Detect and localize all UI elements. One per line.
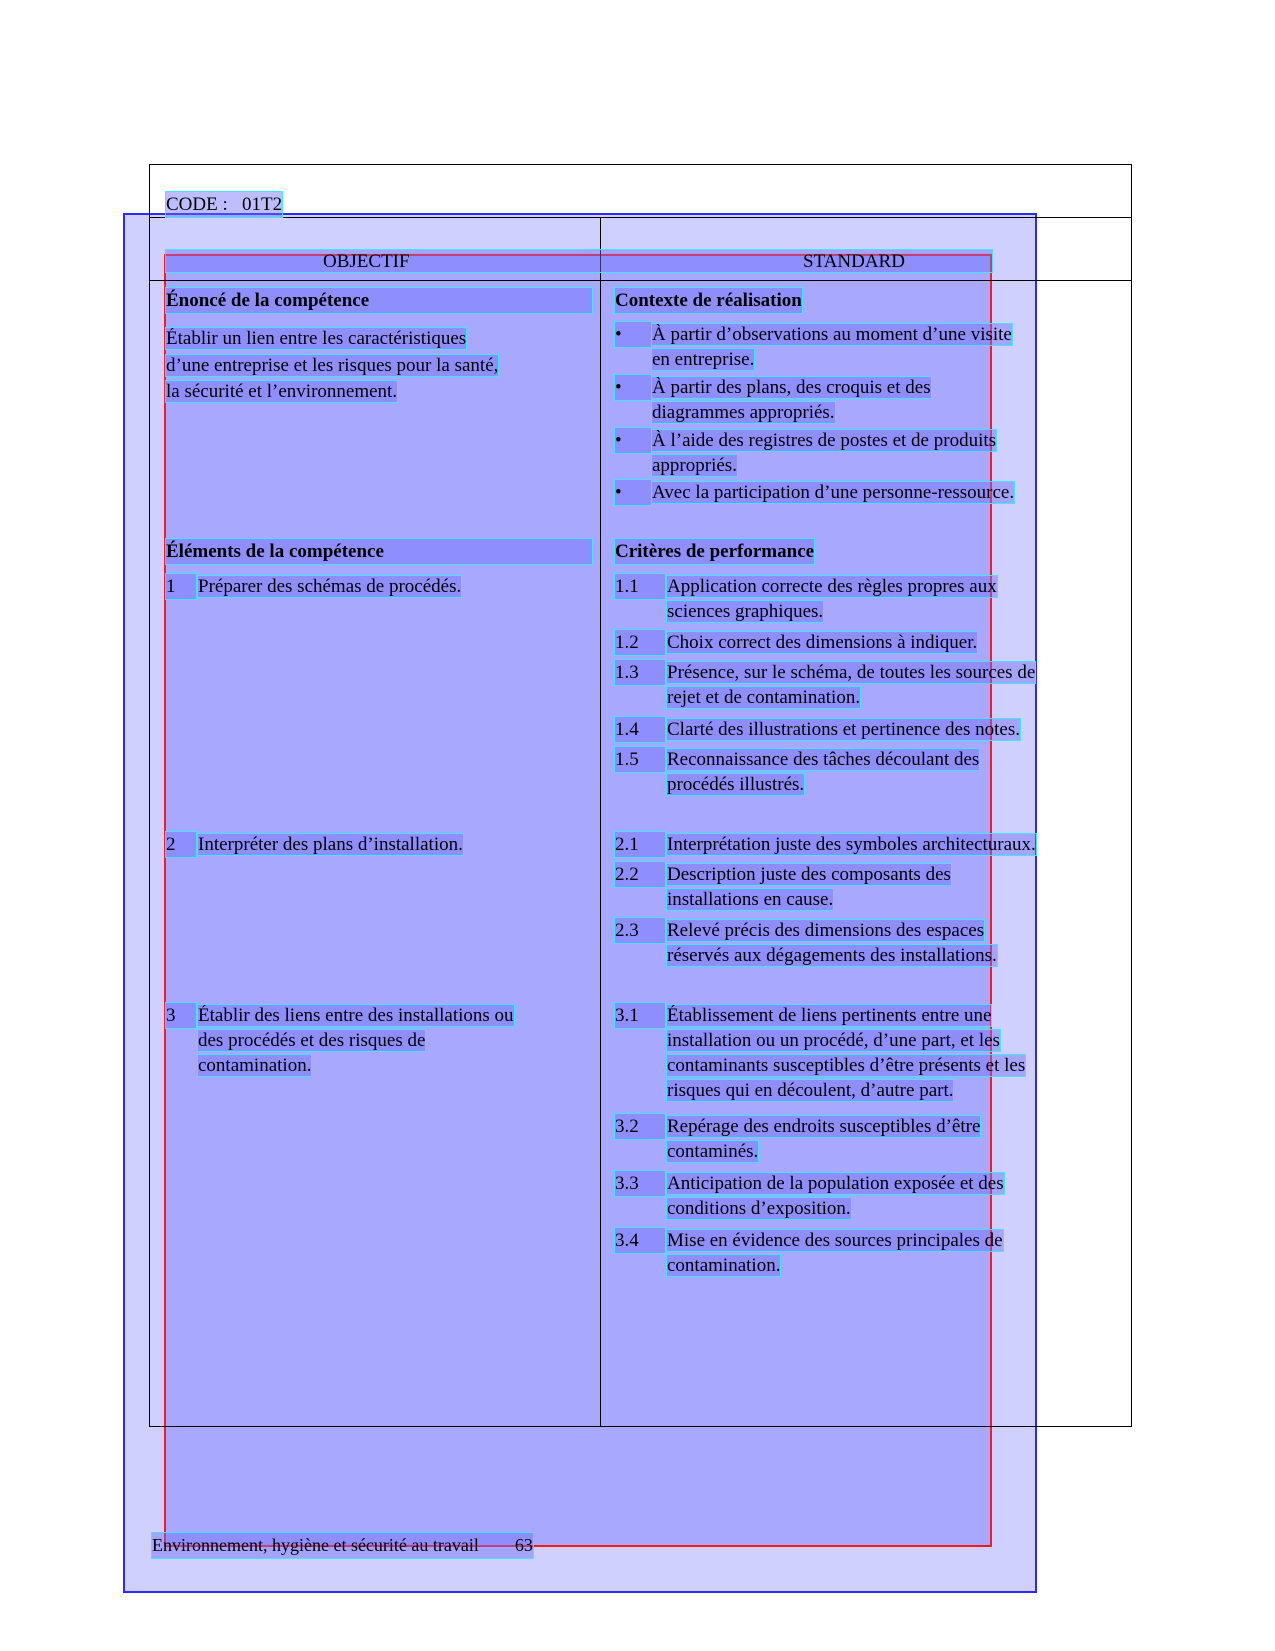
critere-line: procédés illustrés. (667, 774, 805, 795)
enonce-title: Énoncé de la compétence (166, 288, 592, 313)
critere-number: 2.1 (615, 832, 665, 857)
critere-item (667, 1003, 1025, 1103)
critere-line: contaminés. (667, 1141, 759, 1162)
header-objectif: OBJECTIF (323, 251, 410, 272)
critere-item (667, 660, 1035, 710)
critere-number: 1.4 (615, 717, 665, 742)
contexte-item (652, 428, 996, 478)
critere-number: 3.2 (615, 1114, 665, 1139)
critere-line: réservés aux dégagements des installations. (667, 945, 997, 966)
page-number: 63 (514, 1535, 533, 1555)
critere-item (667, 918, 997, 968)
critere-line: contaminants susceptibles d’être présents et les (667, 1055, 1026, 1076)
critere-line: conditions d’exposition. (667, 1198, 851, 1219)
contexte-title: Contexte de réalisation (615, 290, 802, 311)
enonce-line: la sécurité et l’environnement. (166, 381, 398, 402)
elements-title: Éléments de la compétence (166, 539, 592, 564)
contexte-item (652, 480, 1014, 505)
critere-number: 3.1 (615, 1003, 665, 1028)
page-footer (152, 1533, 533, 1558)
critere-item (667, 717, 1020, 742)
critere-line: sciences graphiques. (667, 601, 824, 622)
element-number: 2 (166, 832, 196, 857)
critere-line: Anticipation de la population exposée et des (667, 1173, 1004, 1194)
critere-line: Relevé précis des dimensions des espaces (667, 920, 985, 941)
critere-number: 1.2 (615, 630, 665, 655)
contexte-line: diagrammes appropriés. (652, 402, 835, 423)
enonce-line: Établir un lien entre les caractéristiques (166, 328, 467, 349)
element-item (198, 1003, 514, 1078)
critere-number: 2.2 (615, 862, 665, 887)
contexte-line: en entreprise. (652, 349, 755, 370)
contexte-line: À partir d’observations au moment d’une visite (652, 324, 1012, 345)
footer-text: Environnement, hygiène et sécurité au travail (152, 1535, 479, 1555)
critere-line: installations en cause. (667, 889, 834, 910)
critere-line: Clarté des illustrations et pertinence des notes. (667, 719, 1020, 740)
element-line: Interpréter des plans d’installation. (198, 834, 463, 855)
bullet: • (615, 428, 651, 453)
critere-number: 2.3 (615, 918, 665, 943)
code-field (166, 192, 282, 217)
critere-line: Présence, sur le schéma, de toutes les sources de (667, 662, 1036, 683)
code-row-divider (149, 217, 1132, 218)
code-value: 01T2 (242, 194, 283, 215)
critere-line: Description juste des composants des (667, 864, 951, 885)
critere-line: installation ou un procédé, d’une part, et les (667, 1030, 1000, 1051)
critere-number: 3.4 (615, 1228, 665, 1253)
contexte-line: Avec la participation d’une personne-ressource. (652, 482, 1015, 503)
critere-item (667, 862, 951, 912)
column-divider (600, 217, 601, 1427)
contexte-line: À l’aide des registres de postes et de produits (652, 430, 997, 451)
element-item (198, 832, 463, 857)
critere-line: rejet et de contamination. (667, 687, 861, 708)
element-line: contamination. (198, 1055, 312, 1076)
element-item (198, 574, 461, 599)
bullet: • (615, 322, 651, 347)
critere-item (667, 1171, 1004, 1221)
critere-number: 1.3 (615, 660, 665, 685)
critere-line: Reconnaissance des tâches découlant des (667, 749, 980, 770)
contexte-line: À partir des plans, des croquis et des (652, 377, 931, 398)
enonce-line: d’une entreprise et les risques pour la santé, (166, 355, 499, 376)
critere-line: Interprétation juste des symboles architecturaux. (667, 834, 1036, 855)
code-label: CODE : (166, 194, 228, 215)
contexte-line: appropriés. (652, 455, 737, 476)
critere-line: Mise en évidence des sources principales de (667, 1230, 1003, 1251)
contexte-item (652, 375, 931, 425)
header-row-divider (149, 280, 1132, 281)
critere-line: risques qui en découlent, d’autre part. (667, 1080, 954, 1101)
critere-item (667, 630, 977, 655)
element-line: Établir des liens entre des installations ou (198, 1005, 514, 1026)
contexte-item (652, 322, 1012, 372)
critere-item (667, 747, 979, 797)
critere-item (667, 1228, 1003, 1278)
critere-item (667, 1114, 980, 1164)
element-line: des procédés et des risques de (198, 1030, 426, 1051)
critere-number: 1.1 (615, 574, 665, 599)
enonce-text (166, 326, 498, 404)
critere-number: 1.5 (615, 747, 665, 772)
bullet: • (615, 375, 651, 400)
criteres-title: Critères de performance (615, 541, 815, 562)
critere-item (667, 832, 1036, 857)
element-number: 1 (166, 574, 196, 599)
critere-line: contamination. (667, 1255, 781, 1276)
critere-line: Repérage des endroits susceptibles d’être (667, 1116, 981, 1137)
element-line: Préparer des schémas de procédés. (198, 576, 462, 597)
critere-number: 3.3 (615, 1171, 665, 1196)
critere-line: Application correcte des règles propres aux (667, 576, 997, 597)
element-number: 3 (166, 1003, 196, 1028)
header-standard: STANDARD (803, 251, 905, 272)
critere-line: Choix correct des dimensions à indiquer. (667, 632, 978, 653)
critere-item (667, 574, 997, 624)
bullet: • (615, 480, 651, 505)
critere-line: Établissement de liens pertinents entre une (667, 1005, 992, 1026)
